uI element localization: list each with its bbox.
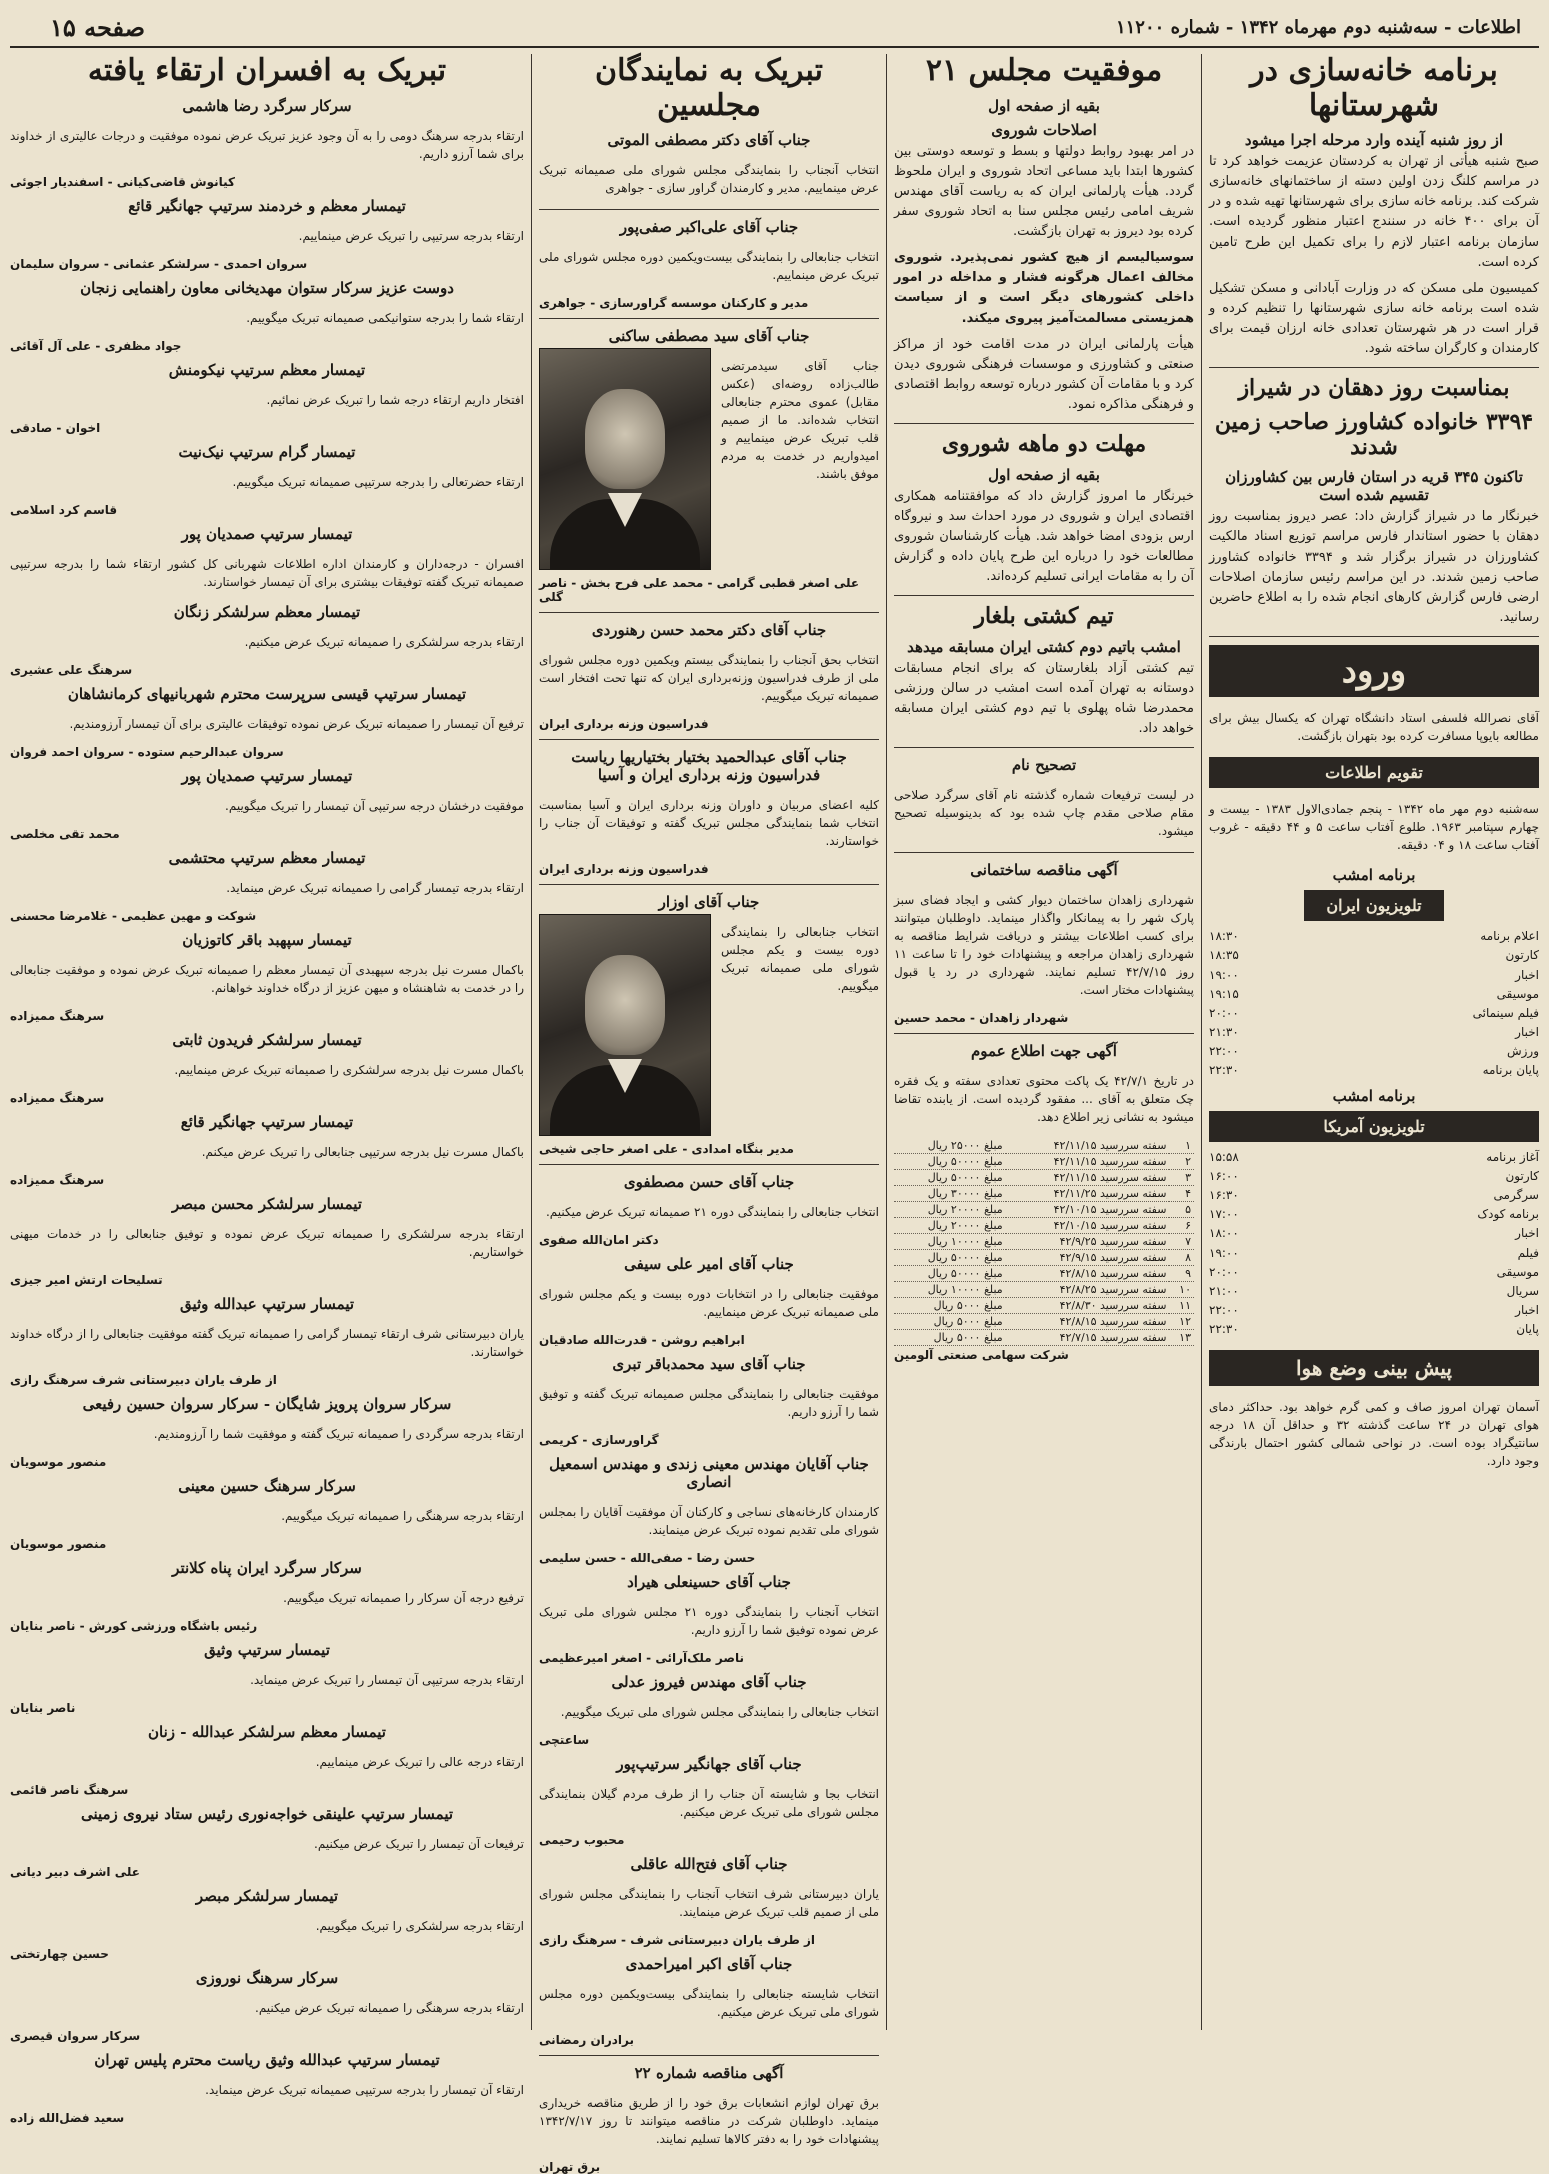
tender-22-signature: برق تهران (539, 2160, 601, 2174)
tv-item: سریال ۲۱:۰۰ (1209, 1283, 1539, 1298)
tv-item: موسیقی ۲۰:۰۰ (1209, 1264, 1539, 1279)
tender-notice-signature: شهردار زاهدان - محمد حسین (894, 1011, 1069, 1026)
congrats-title: جناب آقای دکتر محمد حسن رهنوردی (591, 621, 827, 639)
congrats-title: جناب آقای اکبر امیراحمدی (625, 1955, 793, 1973)
tonight-heading-2: برنامه امشب (1332, 1086, 1416, 1105)
tender-notice-body: شهرداری زاهدان ساختمان دیوار کشی و ایجاد فضای سبز پارک شهر را به پیمانکار واگذار مینماید. داوطلبان میتوانند برای کسب اطلاعات بیشتر و دریافت شرایط مناقصه به شهرداری زاهدان مراجعه و پیشنهادات خود را تا ساعت ۱۱ روز ۴۲/۷/۱۵ تسلیم نمایند. شهرداری در رد یا قبول پیشنهادات مختار است. (894, 893, 1194, 998)
headline-bulgarian-wrestling: تیم کشتی بلغار (974, 603, 1114, 630)
correction-body: در لیست ترفیعات شماره گذشته نام آقای سرگرد صلاحی مقام صلاحی مقدم چاپ شده بود که بدینوسیله تصحیح میشود. (894, 788, 1194, 839)
separator (894, 852, 1194, 853)
list-item: سرکار سرهنگ نوروزی ارتقاء بدرجه سرهنگی را صمیمانه تبریک عرض میکنیم. سرکار سروان قیصری (10, 1968, 524, 2043)
table-row: ۹ سفته سررسید ۴۲/۸/۱۵ مبلغ ۵۰۰۰۰ ریال (894, 1266, 1194, 1282)
list-item: تیمسار سرتیپ علینقی خواجه‌نوری رئیس ستاد نیروی زمینی ترفیعات آن تیمسار را تبریک عرض میکنیم. علی اشرف دبیر دیانی (10, 1804, 524, 1879)
tv-item: اخبار ۱۸:۰۰ (1209, 1226, 1539, 1241)
congrats-body: انتخاب آنجناب را بنمایندگی دوره ۲۱ مجلس شورای ملی تبریک عرض نموده توفیق شما را آرزو داریم. (539, 1605, 879, 1637)
article-majlis-bold: سوسیالیسم از هیچ کشور نمی‌پذیرد. شوروی مخالف اعمال هرگونه فشار و مداخله در امور داخلی کشورهای دیگر است و از سیاست همزیستی مسالمت‌آمیز پیروی میکند. (894, 250, 1194, 326)
tv-item: کارتون ۱۸:۳۵ (1209, 948, 1539, 963)
congrats-body: انتخاب جنابعالی را بنمایندگی مجلس شورای ملی تبریک میگوییم. (560, 1705, 879, 1719)
list-item: سرکار سروان پرویز شایگان - سرکار سروان حسین رفیعی ارتقاء بدرجه سرگردی را صمیمانه تبریک گفته و موفقیت شما را آرزومندیم. منصور موسویان (10, 1394, 524, 1469)
weather-body: آسمان تهران امروز صاف و کمی گرم خواهد بود. حداکثر دمای هوای تهران در ۲۴ ساعت گذشته ۳۲ و حداقل آن ۱۸ درجه سانتیگراد بوده است. در نواحی شمالی کشور احتمال بارندگی وجود دارد. (1209, 1399, 1540, 1468)
congrats-signature: فدراسیون وزنه برداری ایران (539, 717, 709, 731)
correction-title: تصحیح نام (1011, 756, 1077, 775)
list-item: تیمسار سرلشکر محسن مبصر ارتقاء بدرجه سرلشکری را صمیمانه تبریک عرض نموده و توفیق جنابعالی را در خدمات میهنی خواستاریم. تسلیحات ارتش امیر جیزی (10, 1194, 524, 1287)
tv-item: اخبار ۲۲:۰۰ (1209, 1303, 1539, 1318)
congrats-title: جناب آقایان مهندس معینی زندی و مهندس اسمعیل انصاری (549, 1455, 869, 1491)
table-row: ۱ سفته سررسید ۴۲/۱۱/۱۵ مبلغ ۲۵۰۰۰ ریال (894, 1138, 1194, 1154)
list-item: تیمسار سرتیپ قیسی سرپرست محترم شهربانیهای کرمانشاهان ترفیع آن تیمسار را صمیمانه تبریک عرض نموده توفیقات عالیتری برای آن تیمسار آرزومندیم. سروان عبدالرحیم ستوده - سروان احمد فروان (10, 684, 524, 759)
tv-item: فیلم ۱۹:۰۰ (1209, 1245, 1539, 1260)
list-item: تیمسار معظم سرتیپ محتشمی ارتقاء بدرجه تیمسار گرامی را صمیمانه تبریک عرض مینماید. شوکت و مهین عظیمی - غلامرضا محسنی (10, 848, 524, 923)
table-row: ۱۲ سفته سررسید ۴۲/۸/۱۵ مبلغ ۵۰۰۰ ریال (894, 1314, 1194, 1330)
table-row: ۷ سفته سررسید ۴۲/۹/۲۵ مبلغ ۱۰۰۰۰ ریال (894, 1234, 1194, 1250)
congrats-signature: مدیر و کارکنان موسسه گراورسازی - جواهری (539, 296, 809, 310)
congrats-signature: ناصر ملک‌آرائی - اصغر امیرعظیمی (539, 1651, 744, 1665)
table-row: ۵ سفته سررسید ۴۲/۱۰/۱۵ مبلغ ۲۰۰۰۰ ریال (894, 1202, 1194, 1218)
article-soviet-body: خبرنگار ما امروز گزارش داد که موافقتنامه همکاری اقتصادی ایران و شوروی در مورد احداث سد و نیروگاه ارس بزودی امضا خواهد شد. هیأت کارشناسان شوروی مطالعات خود را درباره این طرح پایان داده و گزارش آن را به مقامات ایرانی تسلیم کرده‌اند. (894, 488, 1194, 585)
congrats-signature: حسن رضا - صفی‌الله - حسن سلیمی (539, 1551, 756, 1565)
headline-housing: برنامه خانه‌سازی در شهرستانها (1250, 53, 1498, 123)
congrats-title: جناب آقای فتح‌الله عاقلی (630, 1855, 788, 1873)
article-farmers-body: خبرنگار ما در شیراز گزارش داد: عصر دیروز بمناسبت روز دهقان با حضور استاندار فارس مراسم توزیع اسناد مالکیت کشاورزان در شیراز برگزار شد و ۳۳۹۴ خانواده کشاورز صاحب زمین شدند. در این مراسم رئیس سازمان اصلاحات ارضی فارس گزارش کارهای انجام شده را به اطلاع حاضرین رسانید. (1209, 509, 1540, 625)
portrait-photo (539, 348, 711, 570)
congrats-body: انتخاب بجا و شایسته آن جناب را از طرف مردم گیلان بنمایندگی مجلس شورای ملی تبریک عرض میکنیم. (539, 1787, 879, 1819)
congrats-signature: دکتر امان‌الله صفوی (539, 1233, 659, 1247)
separator (894, 747, 1194, 748)
congrats-signature: ساعتچی (539, 1733, 590, 1747)
list-item: تیمسار سرتیپ وثیق ارتقاء بدرجه سرتیپی آن تیمسار را تبریک عرض مینماید. ناصر بنایان (10, 1640, 524, 1715)
list-item: تیمسار معظم سرلشکر زنگان ارتقاء بدرجه سرلشکری را صمیمانه تبریک عرض میکنیم. سرهنگ علی عشیری (10, 602, 524, 677)
list-item: سرکار سرگرد رضا هاشمی ارتقاء بدرجه سرهنگ دومی را به آن وجود عزیز تبریک عرض نموده موفقیت و درجات عالیتری از خداوند برای شما آرزو داریم. کیانوش قاضی‌کیانی - اسفندیار اجوئی (10, 96, 524, 189)
tv-item: اخبار ۲۱:۳۰ (1209, 1025, 1539, 1040)
headline-majlis-success: موفقیت مجلس ۲۱ (925, 53, 1163, 88)
calendar-banner: تقویم اطلاعات (1209, 757, 1539, 788)
tonight-heading: برنامه امشب (1332, 866, 1416, 885)
list-item: دوست عزیز سرکار ستوان مهدیخانی معاون راهنمایی زنجان ارتقاء شما را بدرجه ستوانیکمی صمیمانه تبریک میگوییم. جواد مظفری - علی آل آقائی (10, 278, 524, 353)
column-officer-congrats (10, 53, 524, 2125)
congrats-title: جناب آقای دکتر مصطفی الموتی (607, 131, 811, 149)
subheadline-soviet-reforms: اصلاحات شوروی (991, 120, 1097, 139)
separator (539, 209, 879, 210)
continued-from-front: بقیه از صفحه اول (988, 96, 1100, 115)
congrats-title: جناب آقای علی‌اکبر صفی‌پور (619, 218, 799, 236)
congrats-signature: برادران رمضانی (539, 2033, 634, 2047)
separator (539, 884, 879, 885)
promissory-notes-table (894, 1138, 1194, 1346)
congrats-title: جناب آقای حسن مصطفوی (623, 1173, 795, 1191)
officer-congrats-list (10, 97, 524, 2125)
tv-item: فیلم سینمائی ۲۰:۰۰ (1209, 1005, 1539, 1020)
tv-iran-banner: تلویزیون ایران (1304, 890, 1444, 921)
column-majlis (894, 54, 1194, 2040)
list-item: تیمسار سرتیپ صمدیان پور افسران - درجه‌داران و کارمندان اداره اطلاعات شهربانی کل کشور ارتقاء شما را بدرجه سرتیپی صمیمانه تبریک گفته توفیقات بیشتری برای آن تیمسار خواستارند. (10, 524, 524, 589)
table-row: ۱۱ سفته سررسید ۴۲/۸/۳۰ مبلغ ۵۰۰۰ ریال (894, 1298, 1194, 1314)
arrival-body: آقای نصرالله فلسفی استاد دانشگاه تهران که یکسال بیش برای مطالعه بایوپا مسافرت کرده بود بتهران بازگشت. (1209, 711, 1539, 744)
table-row: ۸ سفته سررسید ۴۲/۹/۱۵ مبلغ ۵۰۰۰۰ ریال (894, 1250, 1194, 1266)
tv-item: اخبار ۱۹:۰۰ (1209, 967, 1539, 982)
table-row: ۶ سفته سررسید ۴۲/۱۰/۱۵ مبلغ ۲۰۰۰۰ ریال (894, 1218, 1194, 1234)
portrait-photo (539, 914, 711, 1136)
tender-22-body: برق تهران لوازم انشعابات برق خود را از طریق مناقصه خریداری مینماید. داوطلبان شرکت در مناقصه میتوانند تا روز ۱۳۴۲/۷/۱۷ پیشنهادات خود را به دفتر کالاها تسلیم نمایند. (539, 2096, 879, 2146)
column-divider (531, 54, 532, 2030)
separator (539, 739, 879, 740)
tv-item: پایان ۲۲:۳۰ (1209, 1322, 1539, 1337)
list-item: تیمسار معظم و خردمند سرتیپ جهانگیر قائع ارتقاء بدرجه سرتیپی را تبریک عرض مینماییم. سروان احمدی - سرلشکر عثمانی - سروان سلیمان (10, 196, 524, 271)
congrats-body: کلیه اعضای مربیان و داوران وزنه برداری ایران و آسیا بمناسبت انتخاب شما بنمایندگی مجلس تبریک گفته و توفیقات آن جناب را خواستارند. (539, 798, 879, 848)
separator (539, 612, 879, 613)
masthead (10, 8, 1539, 48)
tender-22-title: آگهی مناقصه شماره ۲۲ (634, 2064, 784, 2082)
congrats-body: موفقیت جنابعالی را بنمایندگی مجلس صمیمانه تبریک گفته و توفیق شما را آرزو داریم. (539, 1387, 879, 1419)
list-item: تیمسار سرتیپ عبدالله وثیق ریاست محترم پلیس تهران ارتقاء آن تیمسار را بدرجه سرتیپی صمیمانه تبریک عرض مینماید. سعید فضل‌الله زاده (10, 2050, 524, 2125)
column-housing (1209, 54, 1539, 2040)
list-item: تیمسار سرتیپ جهانگیر قائع باکمال مسرت نیل بدرجه سرتیپی جنابعالی را تبریک عرض میکنم. سرهنگ ممیزاده (10, 1112, 524, 1187)
tv-item: پایان برنامه ۲۲:۳۰ (1209, 1063, 1539, 1078)
headline-farmers-day: بمناسبت روز دهقان در شیراز (1238, 375, 1510, 402)
congrats-body: جناب آقای سیدمرتضی طالب‌زاده روضه‌ای (عکس مقابل) عموی محترم جنابعالی انتخاب شده‌اند. ما از صمیم قلب تبریک عرض مینماییم و امیدواریم در خدمت به مردم موفق باشند. (721, 359, 879, 481)
congrats-body: انتخاب شایسته جنابعالی را بنمایندگی بیست‌ویکمین دوره مجلس شورای ملی تبریک عرض میکنیم. (539, 1987, 879, 2019)
tv-us-banner: تلویزیون آمریکا (1209, 1111, 1539, 1142)
portrait-face (585, 955, 665, 1055)
tv-item: آغاز برنامه ۱۵:۵۸ (1209, 1149, 1539, 1164)
calendar-body: سه‌شنبه دوم مهر ماه ۱۳۴۲ - پنجم جمادی‌الاول ۱۳۸۳ - بیست و چهارم سپتامبر ۱۹۶۳. طلوع آفتاب ساعت ۵ و ۴۴ دقیقه - غروب آفتاب ساعت ۱۸ و ۰۴ دقیقه. (1209, 802, 1539, 853)
congrats-signature: از طرف یاران دبیرستانی شرف - سرهنگ رازی (539, 1933, 816, 1947)
article-majlis-body: در امر بهبود روابط دولتها و بسط و توسعه دوستی بین کشورها ابتدا باید مساعی اتحاد شوروی و ایران ملحوظ گردد. هیأت پارلمانی ایران که به ریاست آقای مهندس شریف امامی رئیس مجلس سنا به اتحاد شوروی سفر کرده بود دیروز به تهران بازگشت. (894, 143, 1194, 240)
congrats-title: جناب آقای جهانگیر سرتیپ‌پور (616, 1755, 802, 1773)
column-parliament-congrats (539, 53, 879, 2174)
subheadline-wrestling: امشب باتیم دوم کشتی ایران مسابقه میدهد (907, 637, 1181, 656)
congrats-signature: محبوب رحیمی (539, 1833, 625, 1847)
separator (539, 2055, 879, 2056)
congrats-signature: علی اصغر قطبی گرامی - محمد علی فرح بخش - ناصر گلی (539, 576, 860, 604)
congrats-body: انتخاب جنابعالی را بنمایندگی دوره ۲۱ صمیمانه تبریک عرض میکنیم. (545, 1205, 879, 1219)
table-row: ۱۰ سفته سررسید ۴۲/۸/۲۵ مبلغ ۱۰۰۰۰ ریال (894, 1282, 1194, 1298)
separator (1209, 367, 1539, 368)
separator (894, 1033, 1194, 1034)
article-majlis-body-2: هیأت پارلمانی ایران در مدت اقامت خود از مراکز صنعتی و کشاورزی و موسسات فرهنگی شوروی دیدن کرد و با مقامات آن کشور درباره توسعه روابط اقتصادی و فرهنگی مذاکره نمود. (894, 336, 1194, 413)
tv-iran-schedule (1209, 927, 1539, 1081)
list-item: تیمسار گرام سرتیپ نیک‌نیت ارتقاء حضرتعالی را بدرجه سرتیپی صمیمانه تبریک میگوییم. قاسم کرد اسلامی (10, 442, 524, 517)
congrats-body: موفقیت جنابعالی را در انتخابات دوره بیست و یکم مجلس شورای ملی صمیمانه تبریک عرض مینماییم. (539, 1287, 879, 1319)
congrats-title: جناب آقای مهندس فیروز عدلی (611, 1673, 807, 1691)
table-row: ۳ سفته سررسید ۴۲/۱۱/۱۵ مبلغ ۵۰۰۰۰ ریال (894, 1170, 1194, 1186)
table-row: ۱۳ سفته سررسید ۴۲/۷/۱۵ مبلغ ۵۰۰۰ ریال (894, 1330, 1194, 1346)
article-wrestling-body: تیم کشتی آزاد بلغارستان که برای انجام مسابقات دوستانه به تهران آمده است امشب در سالن ورزشی محمدرضا شاه پهلوی با تیم دوم کشتی ایران مسابقه خواهد داد. (894, 660, 1194, 737)
separator (539, 318, 879, 319)
newspaper-page (10, 8, 1540, 2174)
congrats-body: یاران دبیرستانی شرف انتخاب آنجناب را بنمایندگی مجلس شورای ملی از صمیم قلب تبریک عرض مینمایند. (539, 1887, 879, 1919)
congrats-signature: گراورسازی - کریمی (539, 1433, 659, 1447)
list-item: تیمسار سرتیپ صمدیان پور موفقیت درخشان درجه سرتیپی آن تیمسار را تبریک میگوییم. محمد تقی مخلصی (10, 766, 524, 841)
congrats-body: انتخاب آنجناب را بنمایندگی مجلس شورای ملی صمیمانه تبریک عرض مینماییم. مدیر و کارمندان گراور سازی - جواهری (539, 163, 879, 195)
tv-item: اعلام برنامه ۱۸:۳۰ (1209, 929, 1539, 944)
congrats-body: انتخاب جنابعالی را بنمایندگی بیست‌ویکمین دوره مجلس شورای ملی تبریک عرض مینماییم. (539, 250, 879, 282)
headline-officer-congrats: تبریک به افسران ارتقاء یافته (87, 53, 447, 88)
continued-from-front-2: بقیه از صفحه اول (988, 465, 1100, 484)
congrats-title: جناب آقای سید مصطفی ساکنی (608, 327, 810, 345)
weather-banner: پیش بینی وضع هوا (1209, 1350, 1539, 1386)
public-notice-body: در تاریخ ۴۲/۷/۱ یک پاکت محتوی تعدادی سفته و یک فقره چک متعلق به آقای ... مفقود گردیده است. از یابنده تقاضا میشود به نشانی زیر اطلاع دهد. (894, 1074, 1194, 1125)
tv-us-schedule (1209, 1148, 1539, 1340)
congrats-body: انتخاب بحق آنجناب را بنمایندگی بیستم ویکمین دوره مجلس شورای ملی از طرف فدراسیون وزنه‌برداری ایران که تنها تحت افتخار است صمیمانه تبریک میگوییم. (539, 653, 879, 703)
tv-item: کارتون ۱۶:۰۰ (1209, 1168, 1539, 1183)
headline-parliament-congrats: تبریک به نمایندگان مجلسین (595, 53, 823, 123)
public-notice-title: آگهی جهت اطلاع عموم (971, 1042, 1117, 1061)
tv-item: موسیقی ۱۹:۱۵ (1209, 986, 1539, 1001)
list-item: تیمسار معظم سرلشکر عبدالله - زنان ارتقاء درجه عالی را تبریک عرض مینماییم. سرهنگ ناصر قائمی (10, 1722, 524, 1797)
tv-item: ورزش ۲۲:۰۰ (1209, 1044, 1539, 1059)
tv-item: برنامه کودک ۱۷:۰۰ (1209, 1207, 1539, 1222)
portrait-face (585, 389, 665, 489)
list-item: تیمسار معظم سرتیپ نیکومنش افتخار داریم ارتقاء درجه شما را تبریک عرض نمائیم. اخوان - صادقی (10, 360, 524, 435)
list-item: سرکار سرگرد ایران پناه کلانتر ترفیع درجه آن سرکار را صمیمانه تبریک میگوییم. رئیس باشگاه ورزشی کورش - ناصر بنایان (10, 1558, 524, 1633)
separator (539, 1164, 879, 1165)
congrats-title: جناب آقای عبدالحمید بختیار بختیاریها ریاست فدراسیون وزنه برداری ایران و آسیا (571, 748, 847, 784)
congrats-title: جناب آقای سید محمدباقر تبری (612, 1355, 806, 1373)
list-item: سرکار سرهنگ حسین معینی ارتقاء بدرجه سرهنگی را صمیمانه تبریک میگوییم. منصور موسویان (10, 1476, 524, 1551)
congrats-body: انتخاب جنابعالی را بنمایندگی دوره بیست و یکم مجلس شورای ملی صمیمانه تبریک میگوییم. (721, 925, 879, 993)
separator (894, 595, 1194, 596)
tv-item: سرگرمی ۱۶:۳۰ (1209, 1188, 1539, 1203)
subheadline-housing: از روز شنبه آینده وارد مرحله اجرا میشود (1244, 131, 1504, 149)
column-divider (886, 54, 887, 2030)
list-item: تیمسار سپهبد باقر کاتوزیان باکمال مسرت نیل بدرجه سپهبدی آن تیمسار معظم را صمیمانه تبریک عرض نموده و موفقیت جنابعالی را در خدمت به شاهنشاه و میهن عزیز از درگاه خداوند خواهانم. سرهنگ ممیزاده (10, 930, 524, 1023)
headline-soviet-deadline: مهلت دو ماهه شوروی (941, 431, 1147, 458)
separator (1209, 636, 1539, 637)
arrival-banner: ورود (1209, 645, 1539, 697)
congrats-signature: مدیر بنگاه امدادی - علی اصغر حاجی شیخی (539, 1142, 794, 1156)
article-housing-body-2: کمیسیون ملی مسکن که در وزارت آبادانی و مسکن تشکیل شده است برنامه خانه سازی شهرستانها را تنظیم کرده و قرار است در هر شهرستان تعدادی خانه ارزان قیمت برای کارمندان و کارگران ساخته شود. (1209, 280, 1539, 357)
congrats-signature: ابراهیم روشن - قدرت‌الله صادقیان (539, 1333, 745, 1347)
congrats-title: جناب آقای اوزار (658, 893, 760, 911)
article-housing-body: صبح شنبه هیأتی از تهران به کردستان عزیمت خواهد کرد تا در مراسم کلنگ زدن اولین دسته از ساختمانهای خانه‌سازی شرکت کند. برنامه خانه سازی برای شهرستانها تهیه شده و در آن برای ۴۰۰ خانه در سنندج اعتبار منظور گردیده است. سازمان برنامه اعتبار لازم را برای تکمیل این طرح تامین کرده است. (1209, 154, 1539, 270)
public-notice-signature: شرکت سهامی صنعتی آلومین (894, 1348, 1069, 1363)
congrats-title: جناب آقای امیر علی سیفی (624, 1255, 794, 1273)
congrats-body: کارمندان کارخانه‌های نساجی و کارکنان آن موفقیت آقایان را بمجلس شورای ملی تقدیم نموده تبریک عرض مینمایند. (539, 1505, 879, 1537)
table-row: ۲ سفته سررسید ۴۲/۱۱/۱۵ مبلغ ۵۰۰۰۰ ریال (894, 1154, 1194, 1170)
column-divider (1201, 54, 1202, 2030)
tender-notice-title: آگهی مناقصه ساختمانی (970, 861, 1118, 880)
separator (894, 423, 1194, 424)
masthead-issue-info: اطلاعات - سه‌شنبه دوم مهرماه ۱۳۴۲ - شماره ۱۱۲۰۰ (1115, 16, 1521, 38)
page-number: صفحه ۱۵ (50, 12, 146, 42)
table-row: ۴ سفته سررسید ۴۲/۱۱/۲۵ مبلغ ۳۰۰۰۰ ریال (894, 1186, 1194, 1202)
congrats-signature: فدراسیون وزنه برداری ایران (539, 862, 709, 876)
subheadline-farmers: تاکنون ۳۴۵ قریه در استان فارس بین کشاورزان تقسیم شده است (1225, 468, 1523, 505)
list-item: تیمسار سرلشکر فریدون ثابتی باکمال مسرت نیل بدرجه سرلشکری را صمیمانه تبریک عرض مینماییم. سرهنگ ممیزاده (10, 1030, 524, 1105)
list-item: تیمسار سرلشکر مبصر ارتقاء بدرجه سرلشکری را تبریک میگوییم. حسین چهارتختی (10, 1886, 524, 1961)
list-item: تیمسار سرتیپ عبدالله وثیق یاران دبیرستانی شرف ارتقاء تیمسار گرامی را صمیمانه تبریک گفته موفقیت جنابعالی را از درگاه خداوند خواستارند. از طرف یاران دبیرستانی شرف سرهنگ رازی (10, 1294, 524, 1387)
headline-farmers-land: ۳۳۹۴ خانواده کشاورز صاحب زمین شدند (1214, 408, 1534, 460)
congrats-title: جناب آقای حسینعلی هیراد (627, 1573, 791, 1591)
